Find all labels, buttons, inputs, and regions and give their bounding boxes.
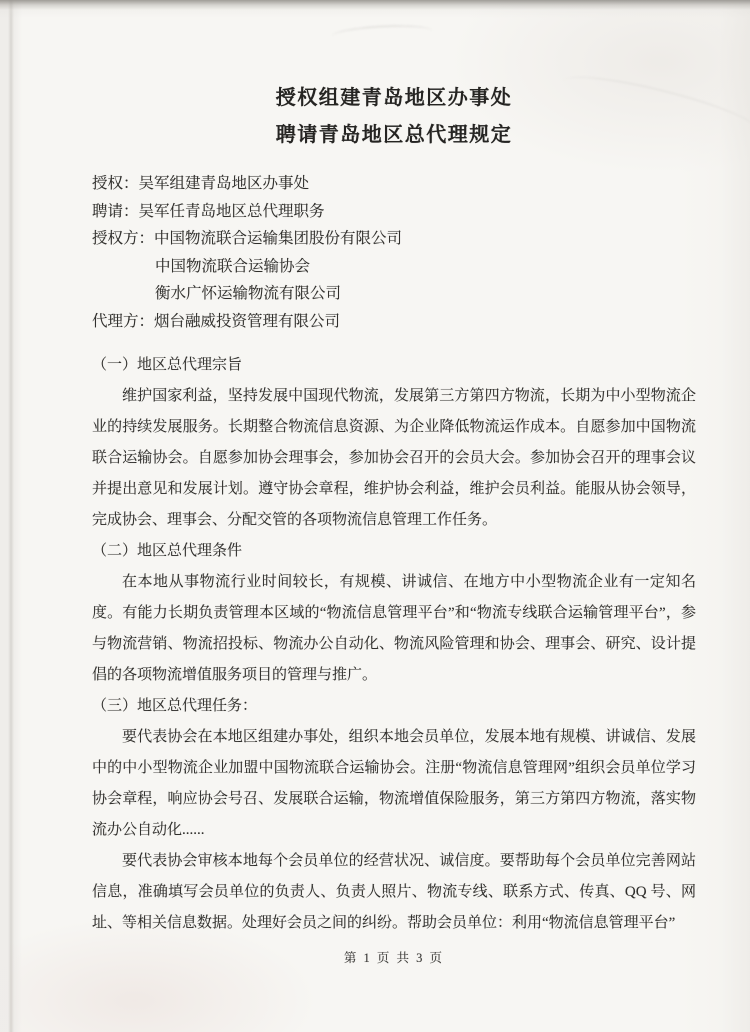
section-heading: （三）地区总代理任务： bbox=[92, 698, 258, 714]
document-title bbox=[92, 80, 696, 154]
document-content bbox=[92, 0, 696, 939]
header-line: 授权方：中国物流联合运输集团股份有限公司 bbox=[92, 230, 403, 247]
section-heading: （二）地区总代理条件 bbox=[92, 543, 243, 559]
header-block bbox=[92, 170, 696, 335]
document-title-line2: 聘请青岛地区总代理规定 bbox=[275, 124, 513, 146]
document-title-line1: 授权组建青岛地区办事处 bbox=[275, 87, 513, 109]
header-line: 中国物流联合运输协会 bbox=[155, 257, 311, 275]
page-footer: 第 1 页 共 3 页 bbox=[343, 951, 445, 965]
section-heading: （一）地区总代理宗旨 bbox=[92, 357, 243, 373]
header-line: 衡水广怀运输物流有限公司 bbox=[155, 285, 342, 302]
header-line: 聘请：吴军任青岛地区总代理职务 bbox=[92, 202, 325, 220]
header-line: 代理方：烟台融威投资管理有限公司 bbox=[92, 312, 341, 330]
paragraph: 在本地从事物流行业时间较长，有规模、讲诚信、在地方中小型物流企业有一定知名度。有能力长期负责管理本区域的“物流信息管理平台”和“物流专线联合运输管理平台”，参与物流营销、物流招投标、物流办公自动化、物流风险管理和协会、理事会、研究、设计提倡的各项物流增值服务项目的管理与推广。 bbox=[92, 574, 696, 683]
header-line: 授权：吴军组建青岛地区办事处 bbox=[92, 175, 310, 192]
paragraph: 维护国家利益，坚持发展中国现代物流，发展第三方第四方物流，长期为中小型物流企业的持续发展服务。长期整合物流信息资源、为企业降低物流运作成本。自愿参加中国物流联合运输协会。自愿参加协会理事会，参加协会召开的会员大会。参加协会召开的理事会议并提出意见和发展计划。遵守协会章程，维护协会利益，维护会员利益。能服从协会领导，完成协会、理事会、分配交管的各项物流信息管理工作任务。 bbox=[92, 388, 696, 528]
document-body bbox=[92, 350, 696, 939]
paragraph: 要代表协会审核本地每个会员单位的经营状况、诚信度。要帮助每个会员单位完善网站信息，准确填写会员单位的负责人、负责人照片、物流专线、联系方式、传真、QQ 号、网址、等相关信息数据。处理好会员之间的纠纷。帮助会员单位：利用“物流信息管理平台” bbox=[92, 853, 696, 931]
paragraph: 要代表协会在本地区组建办事处，组织本地会员单位，发展本地有规模、讲诚信、发展中的中小型物流企业加盟中国物流联合运输协会。注册“物流信息管理网”组织会员单位学习协会章程，响应协会号召、发展联合运输，物流增值保险服务，第三方第四方物流，落实物流办公自动化...... bbox=[92, 729, 696, 838]
